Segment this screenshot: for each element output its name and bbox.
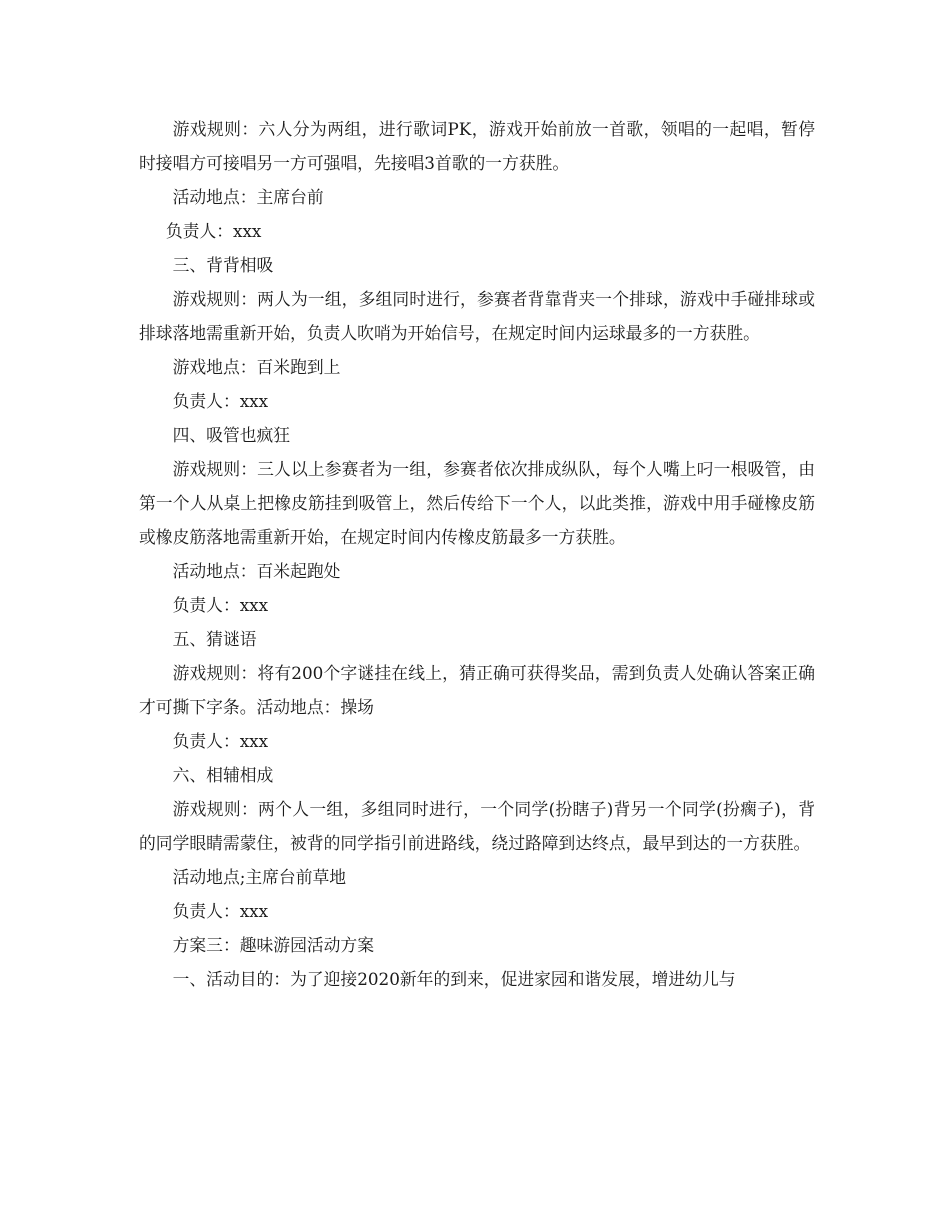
paragraph-owner-1: 负责人：xxx (165, 221, 262, 241)
paragraph-owner-4: 负责人：xxx (172, 731, 269, 751)
paragraph-rule-riddle: 游戏规则：将有200个字谜挂在线上，猜正确可获得奖品，需到负责人处确认答案正确才可撕下字条。活动地点：操场 (139, 663, 815, 717)
paragraph-rule-lyrics: 游戏规则：六人分为两组，进行歌词PK，游戏开始前放一首歌，领唱的一起唱，暂停时接唱方可接唱另一方可强唱，先接唱3首歌的一方获胜。 (139, 119, 815, 173)
plan-three-heading: 方案三：趣味游园活动方案 (172, 935, 374, 955)
section-heading-6: 六、相辅相成 (172, 765, 274, 785)
paragraph-rule-straw: 游戏规则：三人以上参赛者为一组，参赛者依次排成纵队，每个人嘴上叼一根吸管，由第一个人从桌上把橡皮筋挂到吸管上，然后传给下一个人，以此类推，游戏中用手碰橡皮筋或橡皮筋落地需重新开始，在规定时间内传橡皮筋最多一方获胜。 (139, 459, 815, 547)
section-heading-5: 五、猜谜语 (172, 629, 257, 649)
paragraph-rule-piggyback: 游戏规则：两个人一组，多组同时进行，一个同学(扮瞎子)背另一个同学(扮瘸子)，背的同学眼睛需蒙住，被背的同学指引前进路线，绕过路障到达终点，最早到达的一方获胜。 (139, 799, 815, 853)
paragraph-location-4: 活动地点;主席台前草地 (172, 867, 347, 887)
paragraph-owner-5: 负责人：xxx (172, 901, 269, 921)
paragraph-owner-3: 负责人：xxx (172, 595, 269, 615)
section-heading-4: 四、吸管也疯狂 (172, 425, 291, 445)
paragraph-location-2: 游戏地点：百米跑到上 (172, 357, 341, 377)
paragraph-purpose: 一、活动目的：为了迎接2020新年的到来，促进家园和谐发展，增进幼儿与 (172, 969, 736, 989)
paragraph-owner-2: 负责人：xxx (172, 391, 269, 411)
paragraph-location-3: 活动地点：百米起跑处 (172, 561, 341, 581)
document-body (139, 112, 815, 996)
section-heading-3: 三、背背相吸 (172, 255, 274, 275)
paragraph-location-1: 活动地点：主席台前 (172, 187, 324, 207)
paragraph-rule-back: 游戏规则：两人为一组，多组同时进行，参赛者背靠背夹一个排球，游戏中手碰排球或排球落地需重新开始，负责人吹哨为开始信号，在规定时间内运球最多的一方获胜。 (139, 289, 815, 343)
